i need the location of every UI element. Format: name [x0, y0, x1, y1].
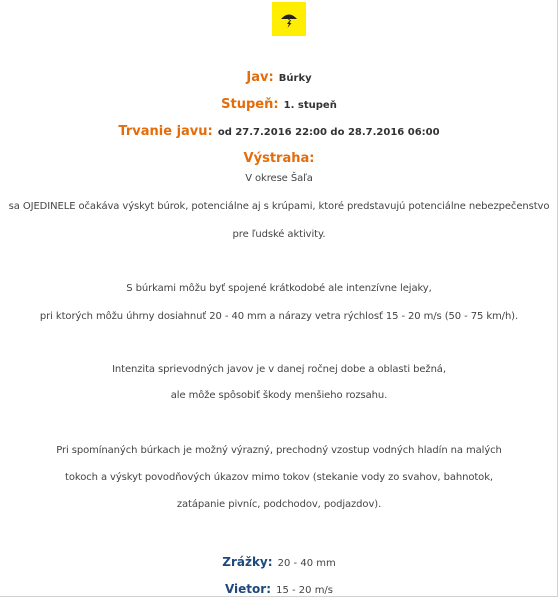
warning-text-line: V okrese Šaľa: [245, 173, 313, 184]
thunderstorm-icon: [272, 2, 306, 36]
warning-text-line: pri ktorých môžu úhrny dosiahnuť 20 - 40 mm a nárazy vetra rýchlosť 15 - 20 m/s (50 - 75 km/h).: [39, 311, 519, 322]
warning-heading-row: [0, 147, 558, 166]
phenomenon-value: Búrky: [278, 73, 312, 84]
level-label: Stupeň:: [221, 97, 279, 112]
warning-text-line: Pri spomínaných búrkach je možný výrazný, prechodný vzostup vodných hladín na malých: [56, 445, 502, 456]
phenomenon-label: Jav:: [246, 70, 274, 85]
phenomenon-row: [0, 66, 558, 85]
warning-text-line: Intenzita sprievodných javov je v danej ročnej dobe a oblasti bežná,: [112, 364, 446, 375]
precip-value: 20 - 40 mm: [277, 558, 336, 569]
wind-value: 15 - 20 m/s: [276, 585, 334, 596]
precip-row: [0, 551, 558, 570]
warning-text-line: S búrkami môžu byť spojené krátkodobé ale intenzívne lejaky,: [126, 283, 432, 294]
warning-heading: Výstraha:: [243, 151, 315, 166]
duration-row: [0, 120, 558, 139]
duration-label: Trvanie javu:: [118, 124, 213, 139]
warning-text-line: ale môže spôsobiť škody menšieho rozsahu.: [170, 390, 388, 401]
warning-text-line: tokoch a výskyt povodňových úkazov mimo tokov (stekanie vody zo svahov, bahnotok,: [65, 472, 493, 483]
duration-value: od 27.7.2016 22:00 do 28.7.2016 06:00: [217, 127, 440, 138]
warning-text-line: zatápanie pivníc, podchodov, podjazdov).: [176, 499, 382, 510]
level-row: [0, 93, 558, 112]
level-value: 1. stupeň: [283, 100, 337, 111]
precip-label: Zrážky:: [222, 555, 273, 569]
wind-row: [0, 578, 558, 597]
warning-text-line: sa OJEDINELE očakáva výskyt búrok, potenciálne aj s krúpami, ktoré predstavujú potenciálne nebezpečenstvo: [8, 201, 550, 212]
warning-text-line: pre ľudské aktivity.: [232, 229, 326, 240]
wind-label: Vietor:: [224, 582, 271, 596]
